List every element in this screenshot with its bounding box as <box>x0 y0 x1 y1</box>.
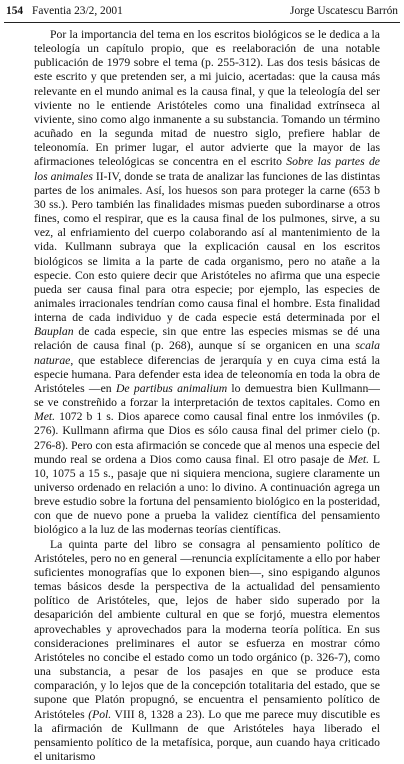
running-author: Jorge Uscatescu Barrón <box>290 5 398 17</box>
text-run: La quinta parte del libro se consagra al pensamiento político de Aristóteles, pero no en general —renuncia explícitamente a ello por haber suficientes monografías que lo exponen bien—, sino espigando algunos temas básicos desde la perspectiva de la actualidad del pensamiento político de Aristóteles, que, lejos de haber sido superado por la desaparición del ambiente cultural en que se forjó, muestra elementos aprovechables y aprovechados para la moderna teoría política. En sus consideraciones preliminares el autor se esfuerza en mostrar cómo Aristóteles no concibe el estado como un todo orgánico (p. 326-7), como una substancia, a pesar de los pasajes en que se produce esta comparación, y lo lejos que de la concepción totalitaria del estado, que se supone que Platón propugnó, se encuentra el pensamiento político de Aristóteles <box>34 537 380 721</box>
text-run: Por la importancia del tema en los escritos biológicos se le dedica a la teleología un capítulo propio, que es reelaboración de una notable publicación de 1979 sobre el tema (p. 255-312). Las dos tesis básicas de este escrito y que pretenden ser, a mi juicio, acertadas: que la causa más relevante en el mundo animal es la causa final, y que la teleología del ser viviente no le entiende Aristóteles como una finalidad extrínseca al viviente, sino como algo inmanente a su substancia. Tomando un término acuñado en la segunda mitad de nuestro siglo, prefiere hablar de teleonomía. En primer lugar, el autor advierte que la mayor de las afirmaciones teleológicas se concentra en el escrito <box>34 28 380 169</box>
italic-text: Bauplan <box>34 325 74 339</box>
italic-text: Sobre las partes de los animales <box>34 155 380 183</box>
text-run: 1072 b 1 s. Dios aparece como causal final entre los inmóviles (p. 276). Kullmann afirma que Dios es sólo causa final del primer cielo (p. 276-8). Pero con esta afirmación se concede que al menos una especie del mundo real se ordena a Dios como causa final. El otro pasaje de <box>34 410 380 466</box>
running-header <box>4 2 400 23</box>
italic-text: (Pol. <box>88 707 112 721</box>
italic-text: De partibus animalium <box>115 381 228 395</box>
body-text <box>34 28 380 764</box>
text-run: L 10, 1075 a 15 s., pasaje que ni siquiera menciona, sugiere claramente un universo ordenado en relación a uno: lo divino. A continuación agrega un breve estudio sobre la fortuna del pensamiento biológico en la posteridad, con que de nuevo pone a prueba la validez científica del pensamiento biológico a la luz de las modernas teorías científicas. <box>34 452 380 537</box>
text-run: , que establece diferencias de jerarquía y en cuya cima está la especie humana. Para defender esta idea de teleonomía en toda la obra de Aristóteles —en <box>34 353 380 395</box>
text-run: lo demuestra bien Kullmann— se ve constreñido a forzar la interpretación de textos capitales. Como en <box>34 381 380 410</box>
italic-text: Met. <box>347 452 370 466</box>
text-run: II-IV, donde se trata de analizar las funciones de las distintas partes de los animales. Así, los huesos son para proteger la carne (653 b 30 ss.). Pero también las finalidades mismas pueden subordinarse a otros fines, como el respirar, que es la causa final de los pulmones, sirve, a su vez, al enfriamiento del cuerpo colaborando así al mantenimiento de la vida. Kullmann subraya que la explicación causal en los escritos biológicos se limita a la parte de cada organismo, pero no atañe a la especie. Con esto quiere decir que Aristóteles no afirma que una especie pueda ser causa final para otra especie; por ejemplo, las especies de animales irracionales tendrían como causa final el hombre. Esta finalidad interna de cada individuo y de cada especie está determinada por el <box>34 169 381 325</box>
text-run: VIII 8, 1328 a 23). Lo que me parece muy discutible es la afirmación de Kullmann de que Aristóteles haya liberado el pensamiento político de la metafísica, porque, aun cuando haya criticado el unitarismo <box>34 707 380 763</box>
italic-text: Met. <box>34 410 56 424</box>
journal-citation: Faventia 23/2, 2001 <box>32 5 123 17</box>
paragraph <box>34 28 380 538</box>
page-number: 154 <box>6 5 24 17</box>
paragraph <box>34 538 380 764</box>
italic-text: scala naturae <box>34 339 380 367</box>
text-run: de cada especie, sin que entre las especies mismas se dé una relación de causa final (p. 268), aunque sí se organicen en una <box>34 325 380 353</box>
